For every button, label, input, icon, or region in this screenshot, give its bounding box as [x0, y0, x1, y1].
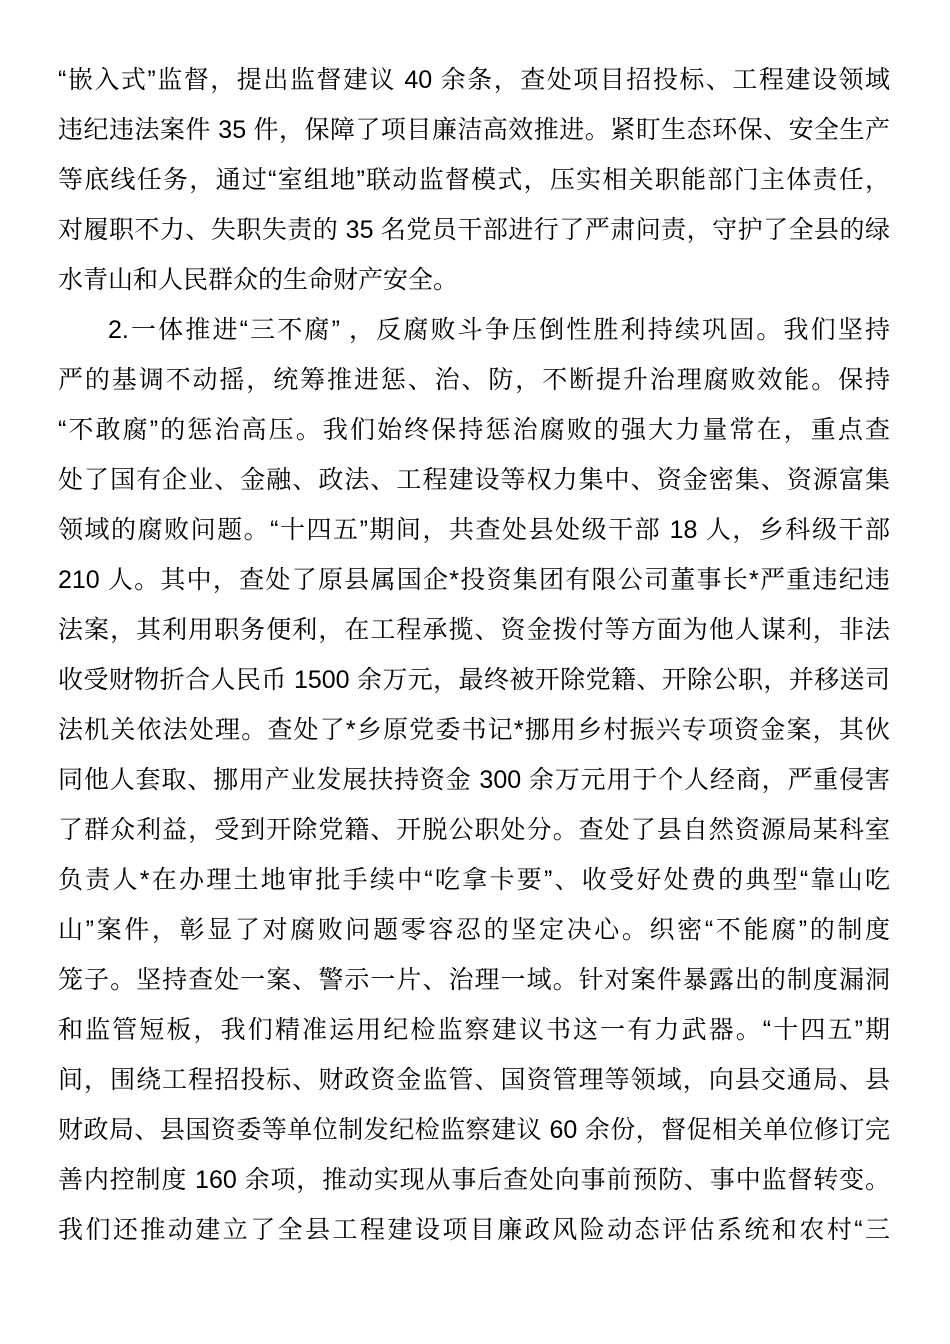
- text-line: “不敢腐”的惩治高压。我们始终保持惩治腐败的强大力量常在，重点查: [58, 416, 890, 444]
- paragraph: [58, 305, 890, 1255]
- text-line: 处了国有企业、金融、政法、工程建设等权力集中、资金密集、资源富集: [58, 466, 890, 494]
- text-line: 领域的腐败问题。“十四五”期间，共查处县处级干部 18 人，乡科级干部: [58, 516, 890, 544]
- text-line: 我们还推动建立了全县工程建设项目廉政风险动态评估系统和农村“三: [58, 1216, 890, 1244]
- text-line: 违纪违法案件 35 件，保障了项目廉洁高效推进。紧盯生态环保、安全生产: [58, 116, 890, 144]
- text-line: 法案，其利用职务便利，在工程承揽、资金拨付等方面为他人谋利，非法: [58, 616, 890, 644]
- text-line: 善内控制度 160 余项，推动实现从事后查处向事前预防、事中监督转变。: [58, 1166, 890, 1194]
- text-line: 对履职不力、失职失责的 35 名党员干部进行了严肃问责，守护了全县的绿: [58, 216, 890, 244]
- text-line: 收受财物折合人民币 1500 余万元，最终被开除党籍、开除公职，并移送司: [58, 666, 890, 694]
- text-line: 负责人*在办理土地审批手续中“吃拿卡要”、收受好处费的典型“靠山吃: [58, 866, 890, 894]
- paragraph: [58, 55, 890, 305]
- text-line: 和监管短板，我们精准运用纪检监察建议书这一有力武器。“十四五”期: [58, 1016, 890, 1044]
- text-line: 同他人套取、挪用产业发展扶持资金 300 余万元用于个人经商，严重侵害: [58, 766, 890, 794]
- text-line: 财政局、县国资委等单位制发纪检监察建议 60 余份，督促相关单位修订完: [58, 1116, 890, 1144]
- text-line: 法机关依法处理。查处了*乡原党委书记*挪用乡村振兴专项资金案，其伙: [58, 716, 890, 744]
- text-line: “嵌入式”监督，提出监督建议 40 余条，查处项目招投标、工程建设领域: [58, 66, 890, 94]
- text-line: 了群众利益，受到开除党籍、开脱公职处分。查处了县自然资源局某科室: [58, 816, 890, 844]
- document-body: [58, 55, 890, 1255]
- text-line: 等底线任务，通过“室组地”联动监督模式，压实相关职能部门主体责任，: [58, 166, 890, 194]
- text-line: 水青山和人民群众的生命财产安全。: [58, 266, 459, 294]
- text-line: 笼子。坚持查处一案、警示一片、治理一域。针对案件暴露出的制度漏洞: [58, 966, 890, 994]
- text-line: 2.一体推进“三不腐” ，反腐败斗争压倒性胜利持续巩固。我们坚持: [108, 316, 890, 344]
- text-line: 严的基调不动摇，统筹推进惩、治、防，不断提升治理腐败效能。保持: [58, 366, 890, 394]
- text-line: 210 人。其中，查处了原县属国企*投资集团有限公司董事长*严重违纪违: [58, 566, 890, 594]
- text-line: 间，围绕工程招投标、财政资金监管、国资管理等领域，向县交通局、县: [58, 1066, 890, 1094]
- text-line: 山”案件，彰显了对腐败问题零容忍的坚定决心。织密“不能腐”的制度: [58, 916, 890, 944]
